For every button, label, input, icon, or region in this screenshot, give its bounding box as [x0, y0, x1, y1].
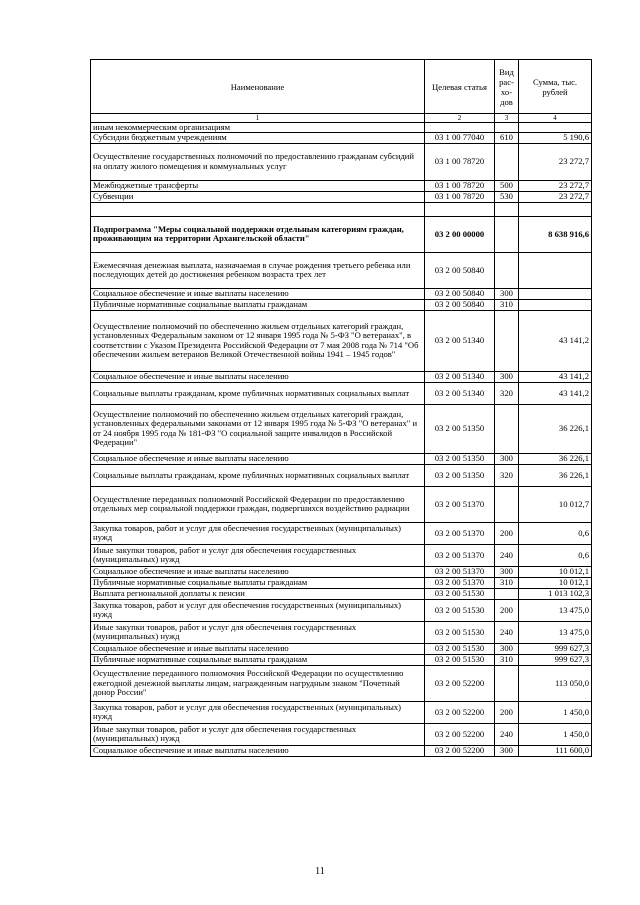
row-amount: [519, 252, 592, 288]
row-amount: 111 600,0: [519, 745, 592, 756]
row-name: Социальные выплаты гражданам, кроме публичных нормативных социальных выплат: [91, 382, 425, 404]
row-amount: [519, 299, 592, 310]
row-name: Социальное обеспечение и иные выплаты населению: [91, 453, 425, 464]
row-expense-type: 200: [495, 599, 519, 621]
row-target-code: 03 2 00 51530: [425, 643, 495, 654]
row-expense-type: 300: [495, 371, 519, 382]
table-row: [91, 371, 592, 382]
row-name: Иные закупки товаров, работ и услуг для обеспечения государственных (муниципальных) нужд: [91, 723, 425, 745]
column-number-row: [91, 114, 592, 123]
row-name: Социальное обеспечение и иные выплаты населению: [91, 643, 425, 654]
row-expense-type: 240: [495, 544, 519, 566]
column-number: 2: [425, 114, 495, 123]
row-name: Закупка товаров, работ и услуг для обеспечения государственных (муниципальных) нужд: [91, 522, 425, 544]
column-number: 3: [495, 114, 519, 123]
table-row: [91, 544, 592, 566]
row-expense-type: [495, 665, 519, 701]
row-name: Осуществление переданных полномочий Российской Федерации по предоставлению отдельных мер социальной поддержки граждан, подвергшихся воздействию радиации: [91, 486, 425, 522]
row-expense-type: 500: [495, 180, 519, 191]
row-target-code: 03 2 00 51350: [425, 464, 495, 486]
page-number: 11: [315, 866, 325, 877]
row-target-code: 03 2 00 51530: [425, 621, 495, 643]
row-amount: 5 190,6: [519, 133, 592, 143]
row-amount: 999 627,3: [519, 654, 592, 665]
row-expense-type: [495, 588, 519, 599]
row-amount: 0,6: [519, 544, 592, 566]
table-row: [91, 404, 592, 453]
row-amount: 1 013 102,3: [519, 588, 592, 599]
table-row: [91, 665, 592, 701]
table-row: [91, 310, 592, 371]
row-amount: 36 226,1: [519, 453, 592, 464]
row-amount: 23 272,7: [519, 180, 592, 191]
row-target-code: 03 2 00 52200: [425, 723, 495, 745]
row-target-code: 03 2 00 50840: [425, 252, 495, 288]
table-row: [91, 299, 592, 310]
row-target-code: 03 2 00 51370: [425, 577, 495, 588]
row-amount: 36 226,1: [519, 464, 592, 486]
row-expense-type: 240: [495, 621, 519, 643]
row-name: Осуществление полномочий по обеспечению жильем отдельных категорий граждан, установленных федеральными законами от 12 января 1995 года № 5-ФЗ "О ветеранах" и от 24 ноября 1995 года № 181-ФЗ "О социальной защите инвалидов в Российской Федерации": [91, 404, 425, 453]
row-expense-type: [495, 123, 519, 133]
row-amount: 0,6: [519, 522, 592, 544]
table-row: [91, 654, 592, 665]
row-name: Выплата региональной доплаты к пенсии: [91, 588, 425, 599]
row-name: Публичные нормативные социальные выплаты гражданам: [91, 654, 425, 665]
row-expense-type: 320: [495, 382, 519, 404]
table-row: [91, 133, 592, 143]
row-name: Социальное обеспечение и иные выплаты населению: [91, 745, 425, 756]
row-name: [91, 202, 425, 216]
table-row: [91, 123, 592, 133]
row-expense-type: 200: [495, 701, 519, 723]
row-target-code: 03 2 00 51340: [425, 382, 495, 404]
row-amount: 1 450,0: [519, 701, 592, 723]
row-expense-type: 320: [495, 464, 519, 486]
row-name: Социальное обеспечение и иные выплаты населению: [91, 566, 425, 577]
row-target-code: 03 1 00 78720: [425, 180, 495, 191]
row-expense-type: 300: [495, 288, 519, 299]
row-target-code: 03 2 00 52200: [425, 745, 495, 756]
row-target-code: [425, 202, 495, 216]
row-amount: 13 475,0: [519, 599, 592, 621]
row-target-code: 03 2 00 52200: [425, 665, 495, 701]
row-target-code: 03 2 00 50840: [425, 288, 495, 299]
table-row: [91, 382, 592, 404]
table-row: [91, 588, 592, 599]
row-target-code: 03 2 00 51350: [425, 404, 495, 453]
row-name: Субвенции: [91, 191, 425, 202]
row-target-code: 03 2 00 51370: [425, 522, 495, 544]
row-name: Осуществление полномочий по обеспечению жильем отдельных категорий граждан, установленных Федеральным законом от 12 января 1995 года № 5-ФЗ "О ветеранах", в соответствии с Указом Президента Российской Федерации от 7 мая 2008 года № 714 "Об обеспечении жильем ветеранов Великой Отечественной войны 1941 – 1945 годов": [91, 310, 425, 371]
table-row: [91, 745, 592, 756]
table-row: [91, 643, 592, 654]
row-expense-type: 610: [495, 133, 519, 143]
row-expense-type: 300: [495, 745, 519, 756]
table-row: [91, 486, 592, 522]
row-expense-type: 300: [495, 643, 519, 654]
row-name: Осуществление государственных полномочий по предоставлению гражданам субсидий на оплату жилого помещения и коммунальных услуг: [91, 143, 425, 180]
row-amount: 10 012,1: [519, 566, 592, 577]
row-name: Публичные нормативные социальные выплаты гражданам: [91, 577, 425, 588]
row-name: Закупка товаров, работ и услуг для обеспечения государственных (муниципальных) нужд: [91, 701, 425, 723]
table-body: [91, 123, 592, 757]
header-amount: Сумма, тыс. рублей: [519, 60, 592, 114]
row-amount: 8 638 916,6: [519, 216, 592, 252]
row-target-code: 03 2 00 51340: [425, 371, 495, 382]
row-target-code: 03 2 00 51530: [425, 654, 495, 665]
row-target-code: 03 1 00 78720: [425, 143, 495, 180]
row-target-code: 03 1 00 77040: [425, 133, 495, 143]
row-amount: 43 141,2: [519, 310, 592, 371]
row-name: Иные закупки товаров, работ и услуг для обеспечения государственных (муниципальных) нужд: [91, 621, 425, 643]
row-name: Ежемесячная денежная выплата, назначаемая в случае рождения третьего ребенка или последующих детей до достижения ребенком возраста трех лет: [91, 252, 425, 288]
row-expense-type: [495, 252, 519, 288]
row-amount: 113 050,0: [519, 665, 592, 701]
row-name: Социальное обеспечение и иные выплаты населению: [91, 288, 425, 299]
row-amount: [519, 123, 592, 133]
table-row: [91, 453, 592, 464]
table-row: [91, 288, 592, 299]
row-expense-type: [495, 202, 519, 216]
column-number: 4: [519, 114, 592, 123]
row-expense-type: 300: [495, 453, 519, 464]
row-expense-type: 310: [495, 577, 519, 588]
row-target-code: 03 2 00 52200: [425, 701, 495, 723]
header-type: Вид рас- хо- дов: [495, 60, 519, 114]
row-expense-type: [495, 404, 519, 453]
row-target-code: 03 2 00 51370: [425, 566, 495, 577]
row-amount: 43 141,2: [519, 371, 592, 382]
row-expense-type: 310: [495, 654, 519, 665]
row-expense-type: 300: [495, 566, 519, 577]
row-expense-type: 530: [495, 191, 519, 202]
table-row: [91, 577, 592, 588]
row-amount: 43 141,2: [519, 382, 592, 404]
table-row: [91, 216, 592, 252]
row-amount: 36 226,1: [519, 404, 592, 453]
table-row: [91, 599, 592, 621]
row-target-code: 03 2 00 00000: [425, 216, 495, 252]
table-row: [91, 464, 592, 486]
row-target-code: 03 1 00 78720: [425, 191, 495, 202]
column-number: 1: [91, 114, 425, 123]
row-target-code: [425, 123, 495, 133]
table-header: [91, 60, 592, 123]
table-row: [91, 143, 592, 180]
table-row: [91, 180, 592, 191]
row-amount: 1 450,0: [519, 723, 592, 745]
row-name: Иные закупки товаров, работ и услуг для обеспечения государственных (муниципальных) нужд: [91, 544, 425, 566]
row-target-code: 03 2 00 51350: [425, 453, 495, 464]
row-expense-type: [495, 486, 519, 522]
row-amount: 23 272,7: [519, 143, 592, 180]
row-expense-type: 240: [495, 723, 519, 745]
table-row: [91, 701, 592, 723]
header-name: Наименование: [91, 60, 425, 114]
row-name: Осуществление переданного полномочия Российской Федерации по осуществлению ежегодной денежной выплаты лицам, награжденным нагрудным знаком "Почетный донор России": [91, 665, 425, 701]
table-row: [91, 723, 592, 745]
table-row: [91, 566, 592, 577]
header-code: Целевая статья: [425, 60, 495, 114]
table-row: [91, 252, 592, 288]
row-expense-type: [495, 143, 519, 180]
row-amount: 23 272,7: [519, 191, 592, 202]
spacer-row: [91, 202, 592, 216]
row-amount: [519, 288, 592, 299]
row-name: Подпрограмма "Меры социальной поддержки отдельным категориям граждан, проживающим на территории Архангельской области": [91, 216, 425, 252]
row-amount: 10 012,7: [519, 486, 592, 522]
row-expense-type: 310: [495, 299, 519, 310]
row-target-code: 03 2 00 51370: [425, 486, 495, 522]
row-amount: 999 627,3: [519, 643, 592, 654]
row-amount: 13 475,0: [519, 621, 592, 643]
row-target-code: 03 2 00 51530: [425, 599, 495, 621]
row-target-code: 03 2 00 51530: [425, 588, 495, 599]
budget-table: [90, 59, 592, 757]
table-row: [91, 191, 592, 202]
row-target-code: 03 2 00 51370: [425, 544, 495, 566]
row-name: Закупка товаров, работ и услуг для обеспечения государственных (муниципальных) нужд: [91, 599, 425, 621]
row-target-code: 03 2 00 51340: [425, 310, 495, 371]
row-target-code: 03 2 00 50840: [425, 299, 495, 310]
row-name: Социальные выплаты гражданам, кроме публичных нормативных социальных выплат: [91, 464, 425, 486]
row-amount: 10 012,1: [519, 577, 592, 588]
row-name: Публичные нормативные социальные выплаты гражданам: [91, 299, 425, 310]
row-expense-type: [495, 216, 519, 252]
row-name: Социальное обеспечение и иные выплаты населению: [91, 371, 425, 382]
table-row: [91, 522, 592, 544]
table-row: [91, 621, 592, 643]
row-name: Межбюджетные трансферты: [91, 180, 425, 191]
row-expense-type: 200: [495, 522, 519, 544]
row-expense-type: [495, 310, 519, 371]
row-name: Субсидии бюджетным учреждениям: [91, 133, 425, 143]
row-amount: [519, 202, 592, 216]
row-name: иным некоммерческим организациям: [91, 123, 425, 133]
